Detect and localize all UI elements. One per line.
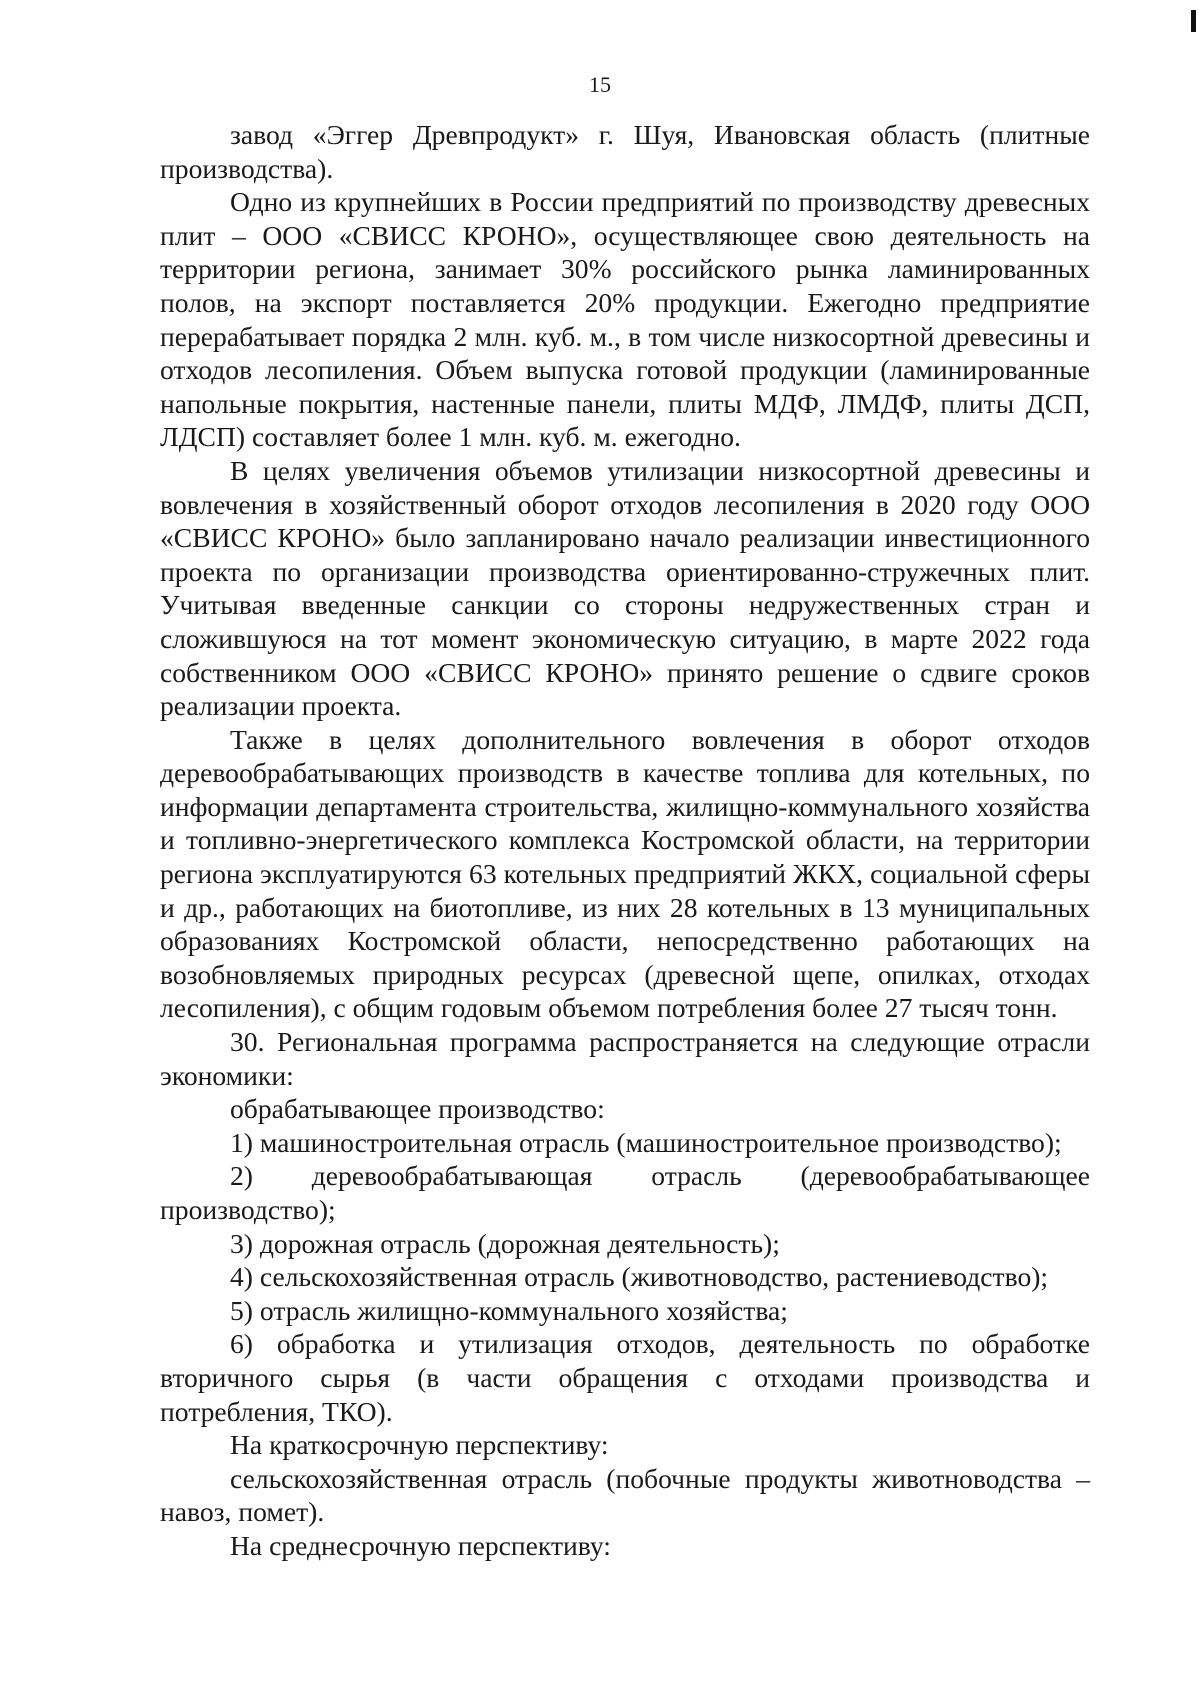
document-body [160, 118, 1090, 1563]
paragraph-8: сельскохозяйственная отрасль (побочные продукты животноводства – навоз, помет). [160, 1462, 1090, 1528]
scan-edge-mark [1191, 10, 1196, 32]
list-item-3: 3) дорожная отрасль (дорожная деятельность); [230, 1227, 780, 1259]
paragraph-3: В целях увеличения объемов утилизации низкосортной древесины и вовлечения в хозяйственный оборот отходов лесопиления в 2020 году ООО «СВИСС КРОНО» было запланировано начало реализации инвестиционного проекта по организации производства ориентированно-стружечных плит. Учитывая введенные санкции со стороны недружественных стран и сложившуюся на тот момент экономическую ситуацию, в марте 2022 года собственником ООО «СВИСС КРОНО» принято решение о сдвиге сроков реализации проекта. [160, 454, 1090, 722]
list-item-2: 2) деревообрабатывающая отрасль (деревообрабатывающее производство); [160, 1160, 1090, 1225]
list-item-4: 4) сельскохозяйственная отрасль (животноводство, растениеводство); [230, 1261, 1049, 1293]
list-item-6: 6) обработка и утилизация отходов, деятельность по обработке вторичного сырья (в части обращения с отходами производства и потребления, ТКО). [160, 1328, 1090, 1427]
paragraph-9: На среднесрочную перспективу: [230, 1529, 611, 1561]
list-item-5: 5) отрасль жилищно-коммунального хозяйства; [230, 1294, 788, 1326]
paragraph-1: завод «Эггер Древпродукт» г. Шуя, Ивановская область (плитные производства). [160, 119, 1090, 184]
page-number: 15 [589, 72, 611, 97]
paragraph-7: На краткосрочную перспективу: [230, 1429, 609, 1461]
list-item-1: 1) машиностроительная отрасль (машиностроительное производство); [230, 1126, 1062, 1158]
paragraph-6: обрабатывающее производство: [230, 1093, 605, 1125]
paragraph-2: Одно из крупнейших в России предприятий по производству древесных плит – ООО «СВИСС КРОНО», осуществляющее свою деятельность на территории региона, занимает 30% российского рынка ламинированных полов, на экспорт поставляется 20% продукции. Ежегодно предприятие перерабатывает порядка 2 млн. куб. м., в том числе низкосортной древесины и отходов лесопиления. Объем выпуска готовой продукции (ламинированные напольные покрытия, настенные панели, плиты МДФ, ЛМДФ, плиты ДСП, ЛДСП) составляет более 1 млн. куб. м. ежегодно. [160, 186, 1090, 453]
paragraph-5: 30. Региональная программа распространяется на следующие отрасли экономики: [160, 1026, 1090, 1091]
paragraph-4: Также в целях дополнительного вовлечения в оборот отходов деревообрабатывающих производств в качестве топлива для котельных, по информации департамента строительства, жилищно-коммунального хозяйства и топливно-энергетического комплекса Костромской области, на территории региона эксплуатируются 63 котельных предприятий ЖКХ, социальной сферы и др., работающих на биотопливе, из них 28 котельных в 13 муниципальных образованиях Костромской области, непосредственно работающих на возобновляемых природных ресурсах (древесной щепе, опилках, отходах лесопиления), с общим годовым объемом потребления более 27 тысяч тонн. [160, 723, 1090, 1024]
